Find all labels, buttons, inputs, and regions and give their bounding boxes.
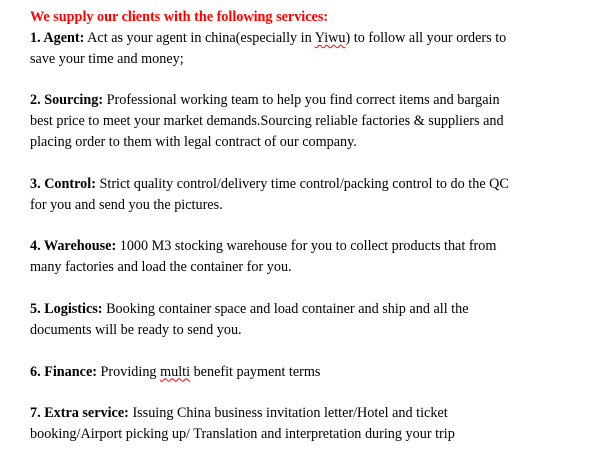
service-line — [30, 174, 602, 195]
service-item — [30, 28, 602, 70]
service-label: 6. Finance: — [30, 363, 97, 380]
service-text: Professional working team to help you find correct items and bargain — [106, 92, 500, 109]
service-text: ) to follow all your orders to — [345, 29, 507, 46]
spellcheck-word: multi — [160, 363, 191, 380]
service-line — [30, 90, 602, 111]
service-label: 2. Sourcing: — [30, 92, 104, 109]
service-line — [30, 236, 602, 257]
service-line — [30, 362, 602, 383]
service-text: Issuing China business invitation letter/Hotel and ticket — [132, 405, 448, 422]
service-label: 3. Control: — [30, 175, 96, 192]
service-item — [30, 362, 602, 383]
service-text: documents will be ready to send you. — [30, 321, 242, 338]
service-text: Providing — [100, 363, 161, 380]
service-label: 4. Warehouse: — [30, 238, 117, 255]
service-line — [30, 49, 602, 70]
service-line — [30, 424, 602, 445]
services-list — [30, 28, 602, 445]
services-heading: We supply our clients with the following services: — [30, 9, 329, 25]
service-label: 5. Logistics: — [30, 300, 103, 317]
service-text: Booking container space and load container and ship and all the — [106, 300, 469, 317]
service-item — [30, 236, 602, 278]
service-line — [30, 403, 602, 424]
service-text: Strict quality control/delivery time control/packing control to do the QC — [99, 175, 509, 192]
service-text: save your time and money; — [30, 50, 184, 67]
service-text: 1000 M3 stocking warehouse for you to collect products that from — [119, 238, 497, 255]
service-text: Act as your agent in china(especially in — [87, 29, 315, 46]
service-item — [30, 174, 602, 216]
service-line — [30, 299, 602, 320]
service-item — [30, 403, 602, 445]
service-item — [30, 299, 602, 341]
services-document — [30, 7, 602, 445]
service-line — [30, 111, 602, 132]
service-label: 1. Agent: — [30, 29, 85, 46]
service-label: 7. Extra service: — [30, 405, 129, 422]
service-line — [30, 320, 602, 341]
service-text: for you and send you the pictures. — [30, 196, 223, 213]
service-text: placing order to them with legal contract of our company. — [30, 133, 357, 150]
service-text: best price to meet your market demands.Sourcing reliable factories & suppliers and — [30, 113, 504, 130]
service-line — [30, 132, 602, 153]
service-text: benefit payment terms — [190, 363, 321, 380]
service-line — [30, 28, 602, 49]
service-item — [30, 90, 602, 152]
spellcheck-word: Yiwu — [314, 29, 346, 46]
service-text: many factories and load the container for you. — [30, 259, 292, 276]
service-line — [30, 195, 602, 216]
service-text: booking/Airport picking up/ Translation and interpretation during your trip — [30, 426, 455, 443]
service-line — [30, 257, 602, 278]
